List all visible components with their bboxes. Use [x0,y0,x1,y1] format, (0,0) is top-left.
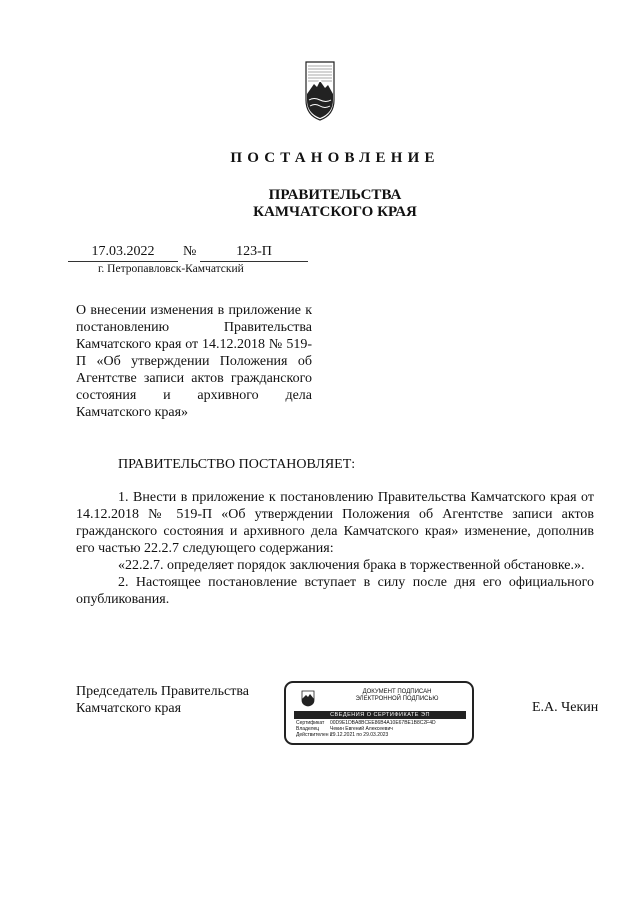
stamp-row-value: Чекин Евгений Алексеевич [330,726,393,732]
issuer-name [0,187,640,221]
signatory-name: Е.А. Чекин [532,700,599,715]
signatory-position [76,683,286,717]
body-paragraph: 1. Внести в приложение к постановлению Правительства Камчатского края от 14.12.2018 № 519-П «Об утверждении Положения об Агентстве записи актов гражданского состояния и архивного дела Камчатского края» изменение, дополнив его частью 22.2.7 следующего содержания: [76,490,594,556]
document-date: 17.03.2022 [68,244,178,262]
issuer-line-1: ПРАВИТЕЛЬСТВА [268,187,402,203]
stamp-title-line-1: ДОКУМЕНТ ПОДПИСАН [362,689,432,695]
body-paragraph: 2. Настоящее постановление вступает в силу после дня его официального опубликования. [76,575,594,607]
signatory-position-line-2: Камчатского края [76,701,182,716]
document-body [76,489,594,608]
coat-of-arms-emblem [302,60,338,122]
number-sign: № [183,244,197,259]
stamp-certificate-band: СВЕДЕНИЯ О СЕРТИФИКАТЕ ЭП [294,711,466,719]
document-subject: О внесении изменения в приложение к постановлению Правительства Камчатского края от 14.12.2018 № 519-П «Об утверждении Положения об Агентстве записи актов гражданского состояния и архивного дела Камчатского края» [76,303,312,420]
stamp-row-value: 00D9E1DBA8BCEE86B4A10E67BE1B8C2F4D [330,720,436,726]
body-paragraph: «22.2.7. определяет порядок заключения брака в торжественной обстановке.». [118,558,585,573]
stamp-title-line-2: ЭЛЕКТРОННОЙ ПОДПИСЬЮ [355,696,439,702]
stamp-row-label: Действителен с [296,732,333,738]
stamp-title [324,689,470,703]
electronic-signature-stamp [284,681,474,745]
stamp-row-label: Владелец [296,726,320,732]
document-number: 123-П [200,244,308,262]
stamp-row-value: 29.12.2021 по 29.03.2023 [330,732,389,738]
city-name: г. Петропавловск-Камчатский [98,263,244,275]
decree-heading: ПРАВИТЕЛЬСТВО ПОСТАНОВЛЯЕТ: [118,457,356,472]
issuer-line-2: КАМЧАТСКОГО КРАЯ [253,204,417,220]
signatory-position-line-1: Председатель Правительства [76,684,249,699]
document-type-title: ПОСТАНОВЛЕНИЕ [230,150,440,166]
emblem-icon [300,690,316,707]
stamp-certificate-details [296,720,468,738]
stamp-row [296,732,468,738]
stamp-row-label: Сертификат [296,720,325,726]
